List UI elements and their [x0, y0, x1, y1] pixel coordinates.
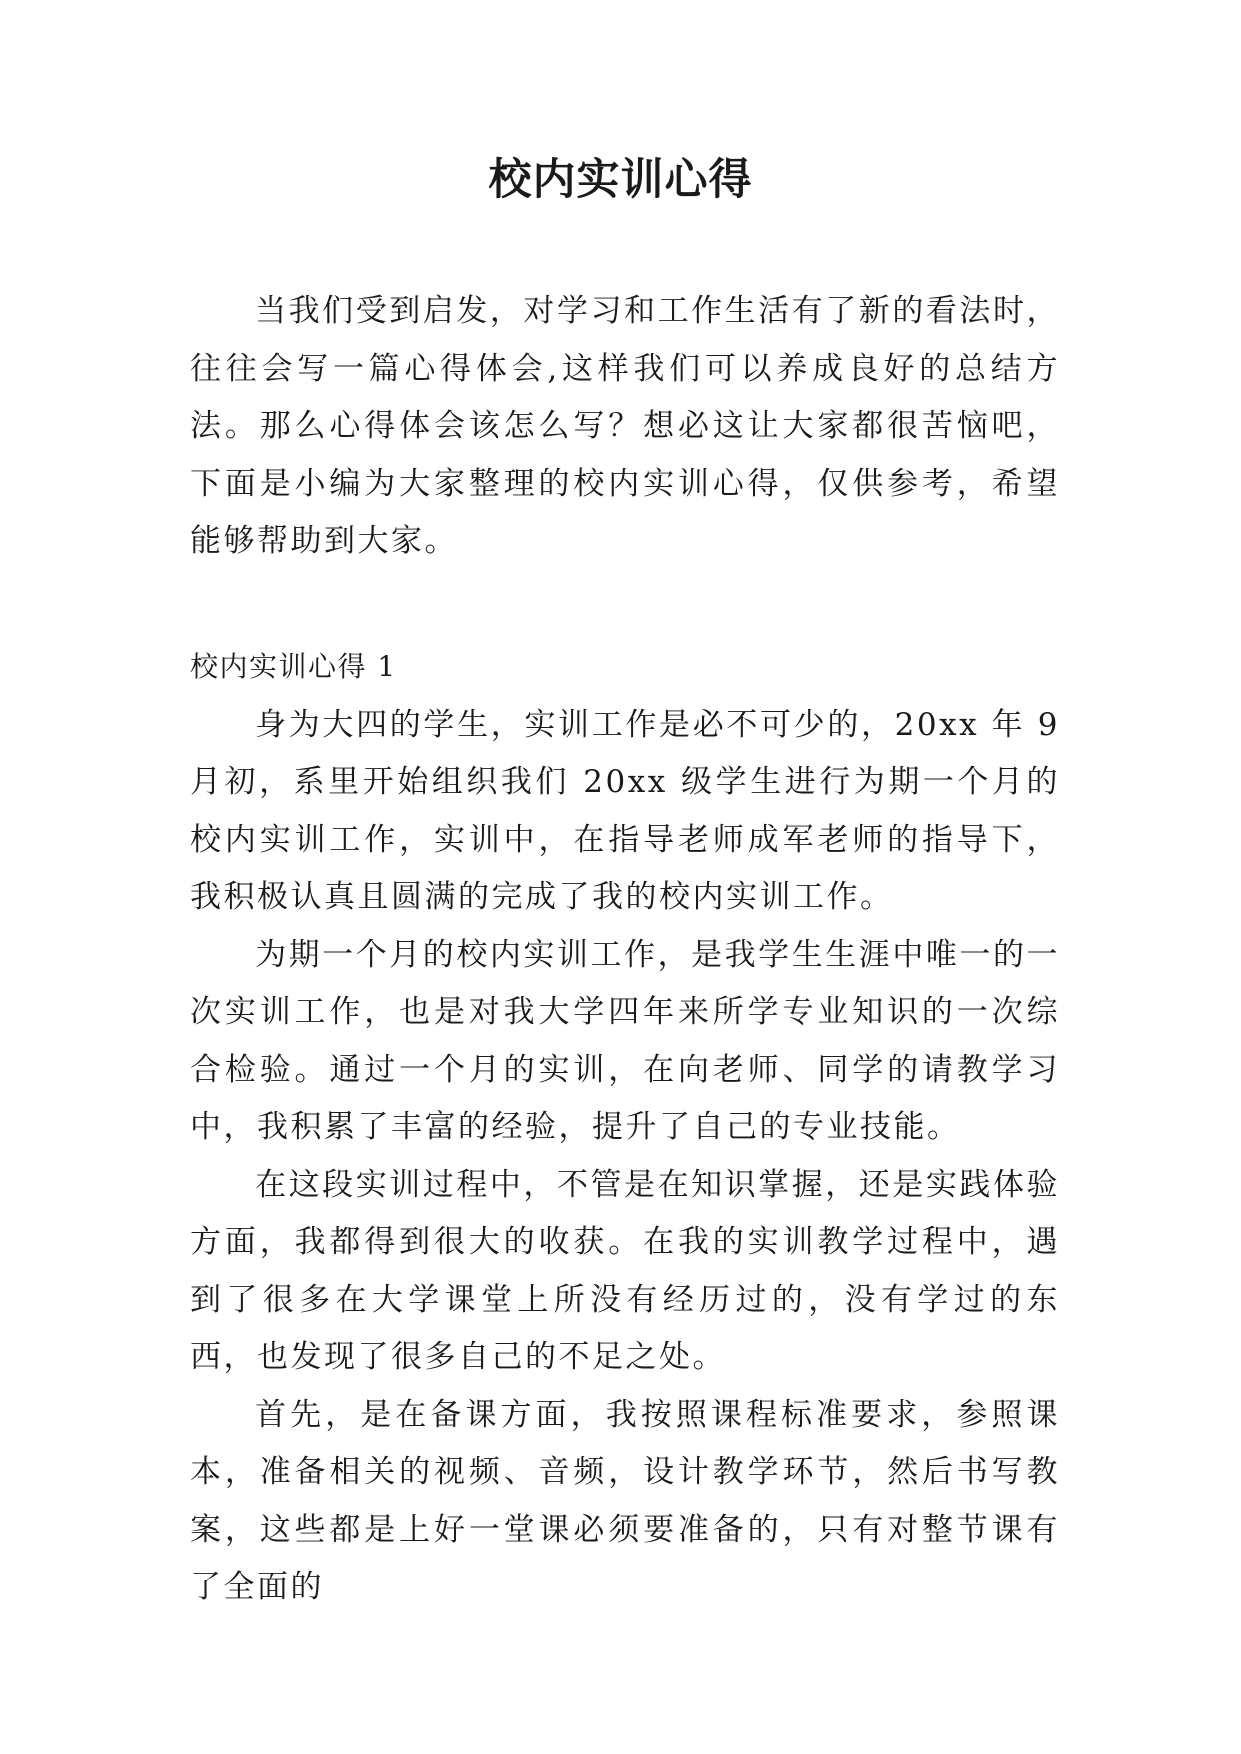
section-heading: 校内实训心得 1 — [190, 649, 397, 683]
body-paragraph: 首先，是在备课方面，我按照课程标准要求，参照课本，准备相关的视频、音频，设计教学环节，然后书写教案，这些都是上好一堂课必须要准备的，只有对整节课有了全面的 — [190, 1396, 1060, 1605]
body-paragraph: 身为大四的学生，实训工作是必不可少的，20xx 年 9 月初，系里开始组织我们 20xx 级学生进行为期一个月的校内实训工作，实训中，在指导老师成军老师的指导下，我积极认真且圆满的完成了我的校内实训工作。 — [190, 706, 1060, 915]
intro-paragraph: 当我们受到启发，对学习和工作生活有了新的看法时，往往会写一篇心得体会,这样我们可以养成良好的总结方法。那么心得体会该怎么写？想必这让大家都很苦恼吧，下面是小编为大家整理的校内实训心得，仅供参考，希望能够帮助到大家。 — [190, 293, 1060, 559]
body-paragraph: 在这段实训过程中，不管是在知识掌握，还是实践体验方面，我都得到很大的收获。在我的实训教学过程中，遇到了很多在大学课堂上所没有经历过的，没有学过的东西，也发现了很多自己的不足之处。 — [190, 1166, 1060, 1375]
section-spacer — [190, 571, 1060, 637]
document-body — [190, 283, 1060, 1617]
document-title: 校内实训心得 — [488, 155, 753, 205]
body-paragraph: 为期一个月的校内实训工作，是我学生生涯中唯一的一次实训工作，也是对我大学四年来所学专业知识的一次综合检验。通过一个月的实训，在向老师、同学的请教学习中，我积累了丰富的经验，提升了自己的专业技能。 — [190, 936, 1060, 1145]
